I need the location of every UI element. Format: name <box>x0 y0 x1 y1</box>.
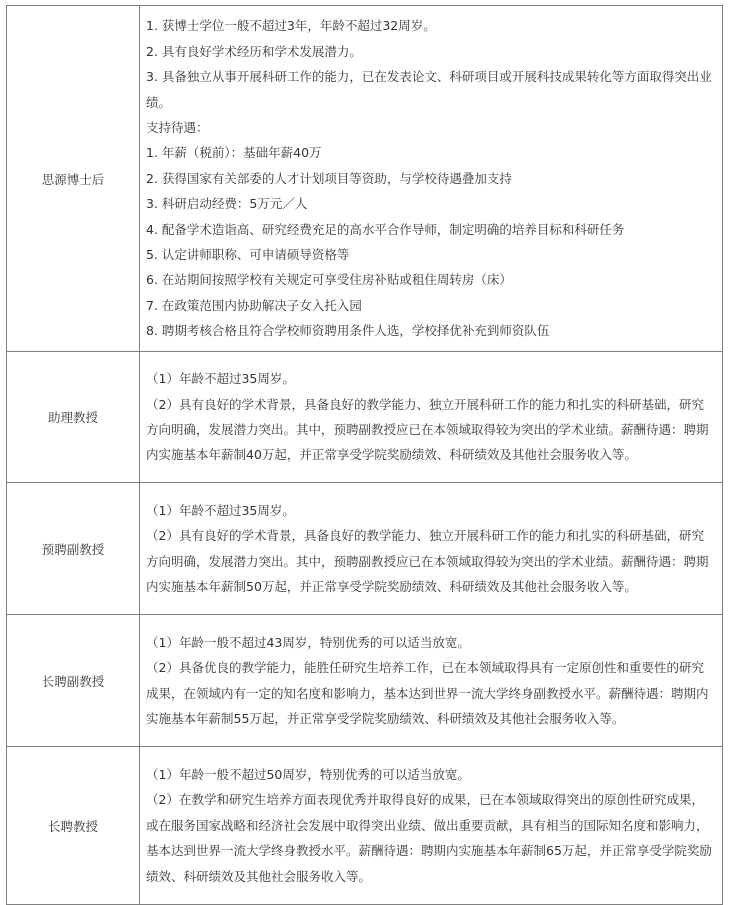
table-row <box>7 352 723 483</box>
table-row <box>7 6 723 352</box>
table-row <box>7 615 723 747</box>
requirement-line: 1. 获博士学位一般不超过3年，年龄不超过32周岁。 <box>146 18 436 34</box>
requirement-line: 2. 具有良好学术经历和学术发展潜力。 <box>146 43 362 59</box>
role-name: 助理教授 <box>47 410 98 425</box>
requirement-paragraph: （1）年龄一般不超过43周岁，特别优秀的可以适当放宽。 <box>146 634 470 650</box>
benefit-line: 5. 认定讲师职称、可申请硕导资格等 <box>146 247 350 263</box>
table-row <box>7 747 723 905</box>
benefit-line: 3. 科研启动经费：5万元／人 <box>146 196 308 212</box>
policy-table-wrapper <box>6 5 723 905</box>
description-cell <box>140 615 723 747</box>
table-row <box>7 483 723 615</box>
requirement-line: 3. 具备独立从事开展科研工作的能力，已在发表论文、科研项目或开展科技成果转化等方面取得突出业绩。 <box>146 69 712 110</box>
requirement-paragraph: （2）在教学和研究生培养方面表现优秀并取得良好的成果，已在本领域取得突出的原创性研究成果，或在服务国家战略和经济社会发展中取得突出业绩、做出重要贡献，具有相当的国际知名度和影响力，基本达到世界一流大学终身教授水平。薪酬待遇：聘期内实施基本年薪制65万起，并正常享受学院奖励绩效、科研绩效及其他社会服务收入等。 <box>146 792 712 884</box>
requirement-paragraph: （2）具备优良的教学能力，能胜任研究生培养工作，已在本领域取得具有一定原创性和重要性的研究成果，在领域内有一定的知名度和影响力，基本达到世界一流大学终身副教授水平。薪酬待遇：聘期内实施基本年薪制55万起，并正常享受学院奖励绩效、科研绩效及其他社会服务收入等。 <box>146 660 709 726</box>
role-name: 长聘教授 <box>47 818 98 834</box>
recruitment-policy-table <box>6 5 723 905</box>
role-cell <box>7 747 140 905</box>
description-cell <box>140 483 723 615</box>
benefit-line: 6. 在站期间按照学校有关规定可享受住房补贴或租住周转房（床） <box>146 272 512 288</box>
benefit-line: 8. 聘期考核合格且符合学校师资聘用条件人选，学校择优补充到师资队伍 <box>146 323 550 339</box>
role-cell <box>7 615 140 747</box>
benefits-heading: 支持待遇： <box>146 119 209 135</box>
description-cell <box>140 352 723 483</box>
description-cell <box>140 6 723 352</box>
benefit-line: 7. 在政策范围内协助解决子女入托入园 <box>146 297 362 313</box>
requirement-paragraph: （2）具有良好的学术背景，具备良好的教学能力、独立开展科研工作的能力和扎实的科研基础，研究方向明确，发展潜力突出。其中，预聘副教授应已在本领域取得较为突出的学术业绩。薪酬待遇：聘期内实施基本年薪制50万起，并正常享受学院奖励绩效、科研绩效及其他社会服务收入等。 <box>146 528 709 594</box>
requirement-paragraph: （1）年龄一般不超过50周岁，特别优秀的可以适当放宽。 <box>146 766 470 782</box>
role-name: 长聘副教授 <box>41 673 105 689</box>
role-cell <box>7 352 140 483</box>
description-cell <box>140 747 723 905</box>
requirement-paragraph: （1）年龄不超过35周岁。 <box>146 502 295 518</box>
role-name: 预聘副教授 <box>41 541 105 557</box>
requirement-paragraph: （2）具有良好的学术背景，具备良好的教学能力、独立开展科研工作的能力和扎实的科研基础，研究方向明确，发展潜力突出。其中，预聘副教授应已在本领域取得较为突出的学术业绩。薪酬待遇：聘期内实施基本年薪制40万起，并正常享受学院奖励绩效、科研绩效及其他社会服务收入等。 <box>146 396 709 463</box>
benefit-line: 2. 获得国家有关部委的人才计划项目等资助，与学校待遇叠加支持 <box>146 170 512 186</box>
benefit-line: 1. 年薪（税前）：基础年薪40万 <box>146 145 322 161</box>
role-cell <box>7 483 140 615</box>
benefit-line: 4. 配备学术造诣高、研究经费充足的高水平合作导师，制定明确的培养目标和科研任务 <box>146 221 625 237</box>
role-cell <box>7 6 140 352</box>
role-name: 思源博士后 <box>41 171 105 187</box>
requirement-paragraph: （1）年龄不超过35周岁。 <box>146 371 295 387</box>
